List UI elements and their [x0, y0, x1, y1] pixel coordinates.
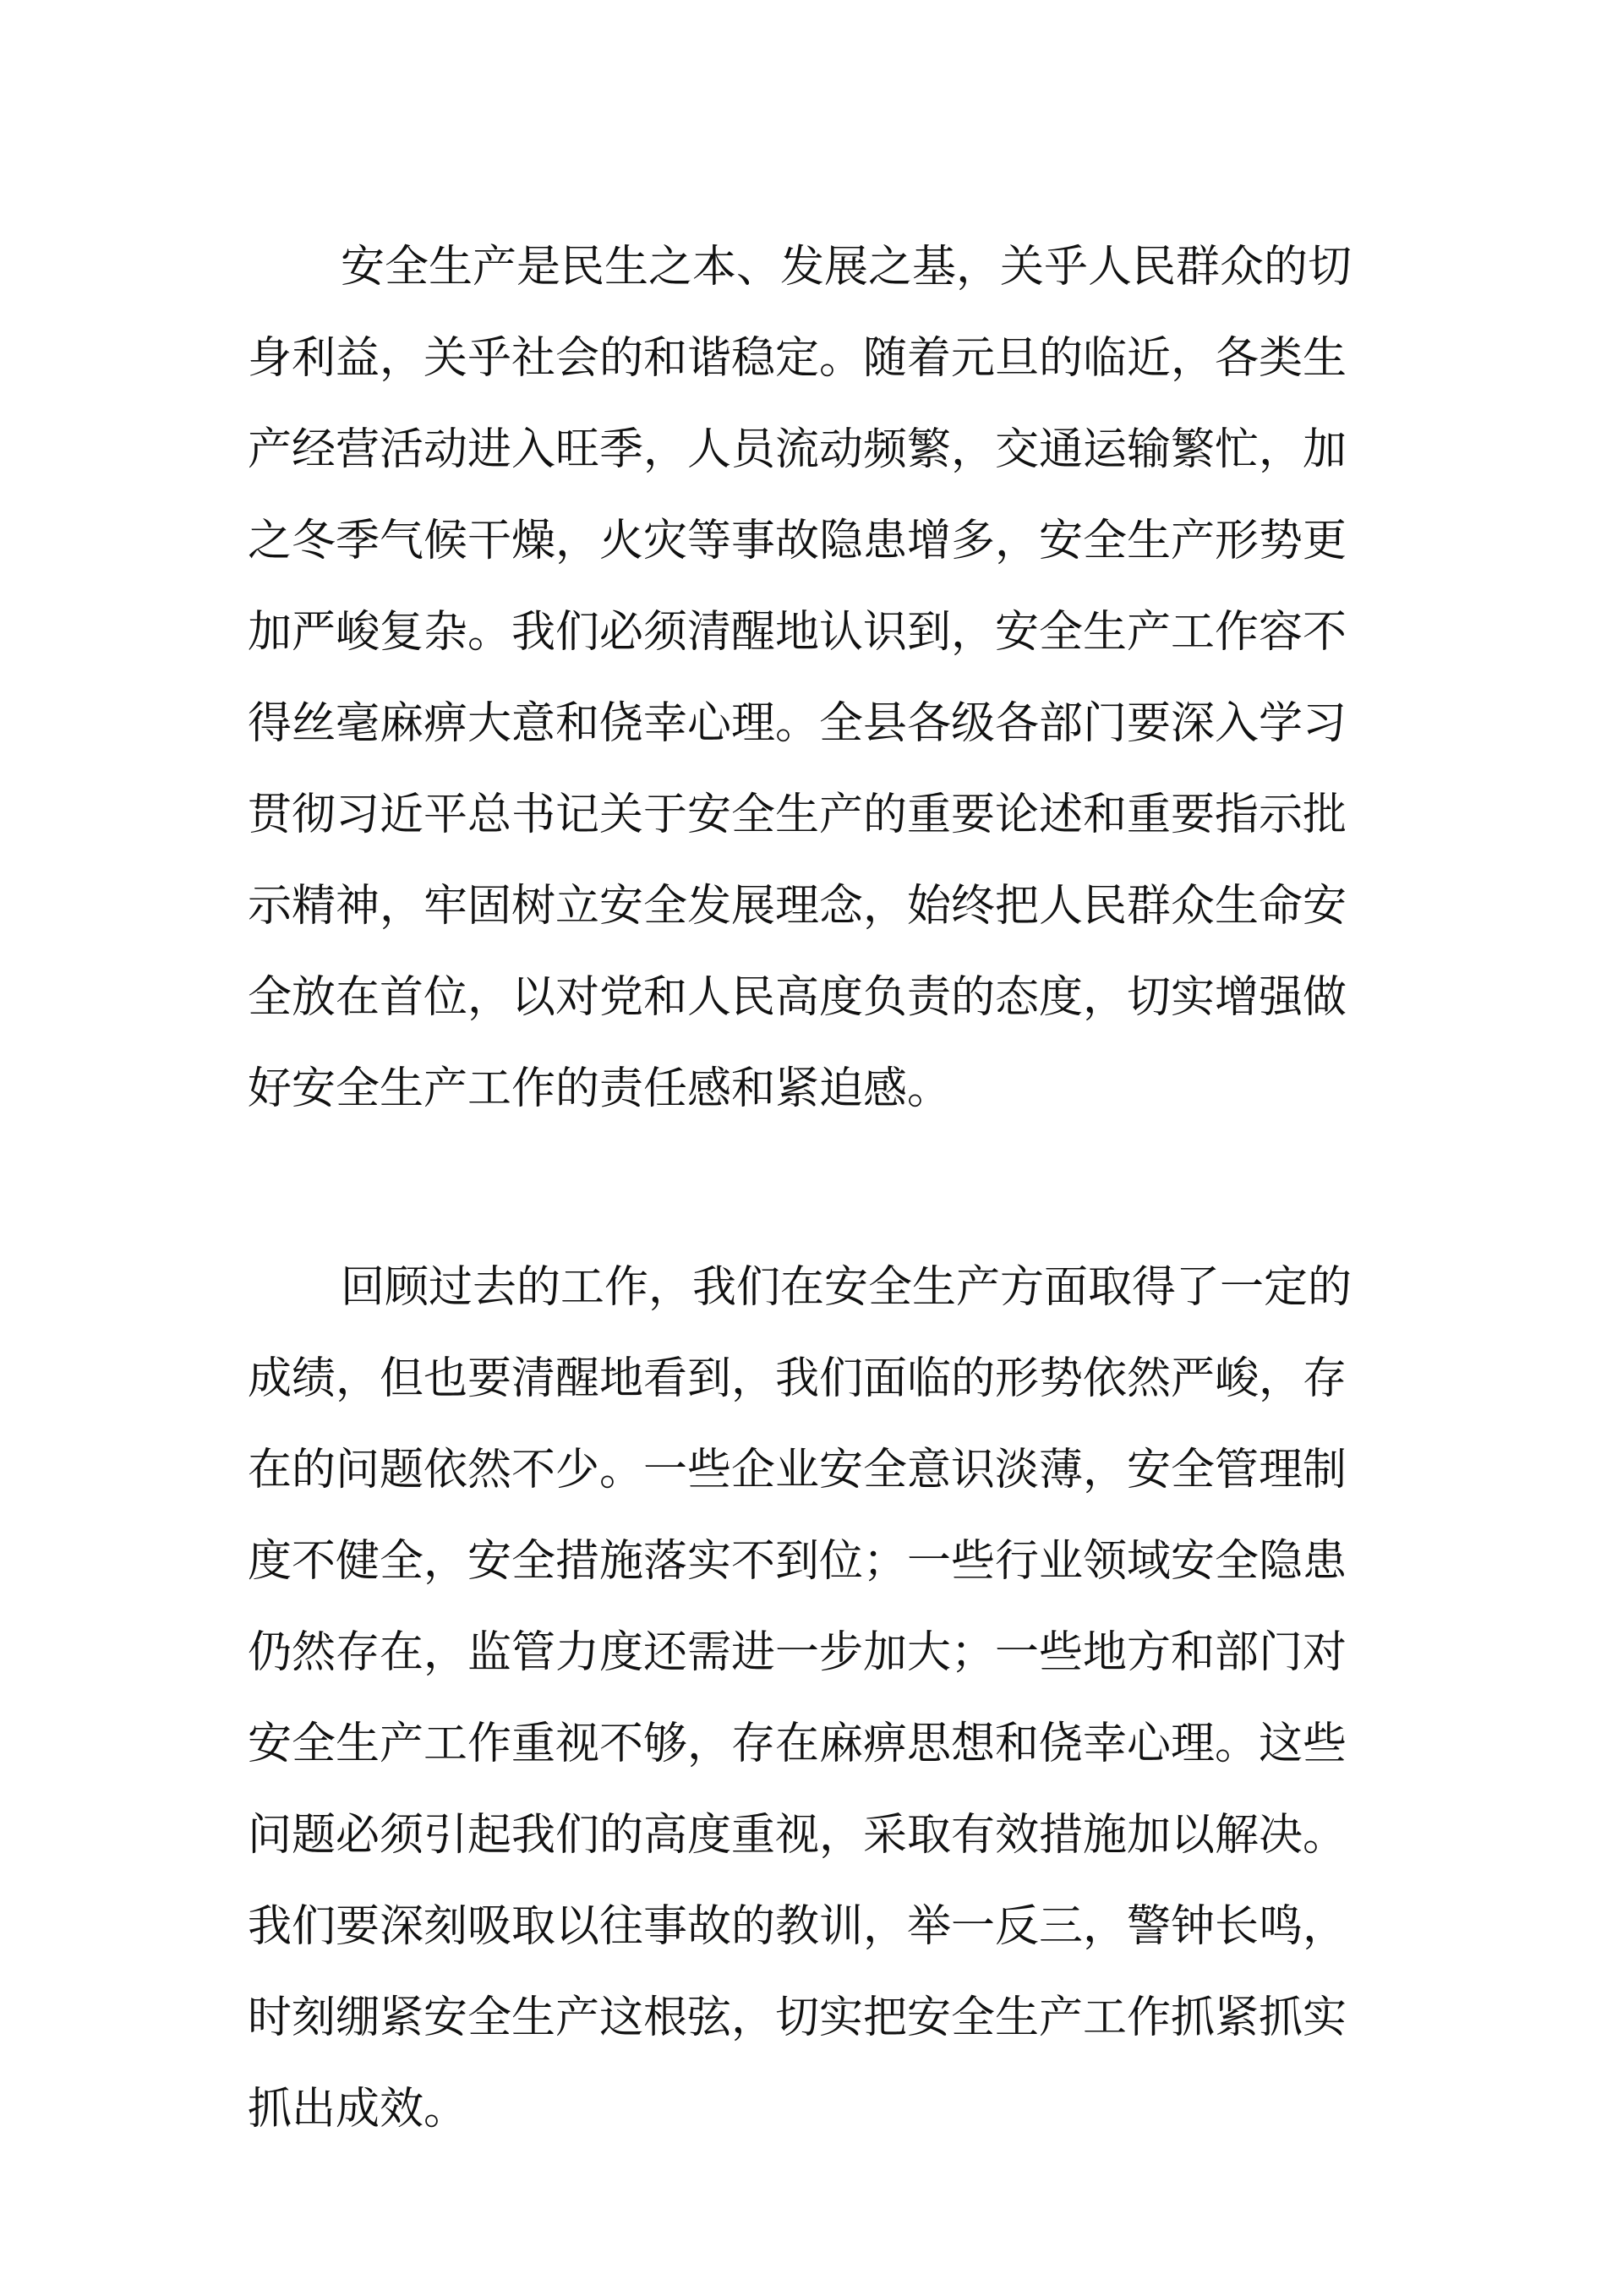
- paragraph-line: 产经营活动进入旺季，人员流动频繁，交通运输繁忙，加: [248, 424, 1347, 475]
- paragraph-spacer: [248, 1134, 1387, 1242]
- paragraph-line: 在的问题依然不少。一些企业安全意识淡薄，安全管理制: [248, 1445, 1347, 1495]
- paragraph-1: [248, 221, 1387, 1134]
- paragraph-line: 加严峻复杂。我们必须清醒地认识到，安全生产工作容不: [248, 607, 1347, 658]
- paragraph-line: 身利益，关乎社会的和谐稳定。随着元旦的临近，各类生: [248, 333, 1347, 384]
- paragraph-line: 度不健全，安全措施落实不到位；一些行业领域安全隐患: [248, 1536, 1347, 1587]
- paragraph-line: 安全生产是民生之本、发展之基，关乎人民群众的切: [341, 242, 1352, 292]
- paragraph-line: 时刻绷紧安全生产这根弦，切实把安全生产工作抓紧抓实: [248, 1993, 1347, 2043]
- document-body: [248, 221, 1387, 2155]
- paragraph-line: 示精神，牢固树立安全发展理念，始终把人民群众生命安: [248, 881, 1347, 932]
- paragraph-line: 回顾过去的工作，我们在安全生产方面取得了一定的: [341, 1262, 1352, 1313]
- paragraph-line: 成绩，但也要清醒地看到，我们面临的形势依然严峻，存: [248, 1353, 1347, 1404]
- paragraph-line: 抓出成效。: [248, 2084, 468, 2135]
- paragraph-2: [248, 1242, 1387, 2155]
- paragraph-line: 仍然存在，监管力度还需进一步加大；一些地方和部门对: [248, 1627, 1347, 1678]
- paragraph-line: 问题必须引起我们的高度重视，采取有效措施加以解决。: [248, 1810, 1347, 1861]
- paragraph-line: 我们要深刻吸取以往事故的教训，举一反三，警钟长鸣，: [248, 1901, 1347, 1952]
- paragraph-line: 好安全生产工作的责任感和紧迫感。: [248, 1063, 952, 1114]
- paragraph-line: 全放在首位，以对党和人民高度负责的态度，切实增强做: [248, 972, 1347, 1023]
- paragraph-line: 之冬季气候干燥，火灾等事故隐患增多，安全生产形势更: [248, 516, 1347, 566]
- paragraph-line: 贯彻习近平总书记关于安全生产的重要论述和重要指示批: [248, 790, 1347, 840]
- paragraph-line: 得丝毫麻痹大意和侥幸心理。全县各级各部门要深入学习: [248, 698, 1347, 749]
- paragraph-line: 安全生产工作重视不够，存在麻痹思想和侥幸心理。这些: [248, 1719, 1347, 1769]
